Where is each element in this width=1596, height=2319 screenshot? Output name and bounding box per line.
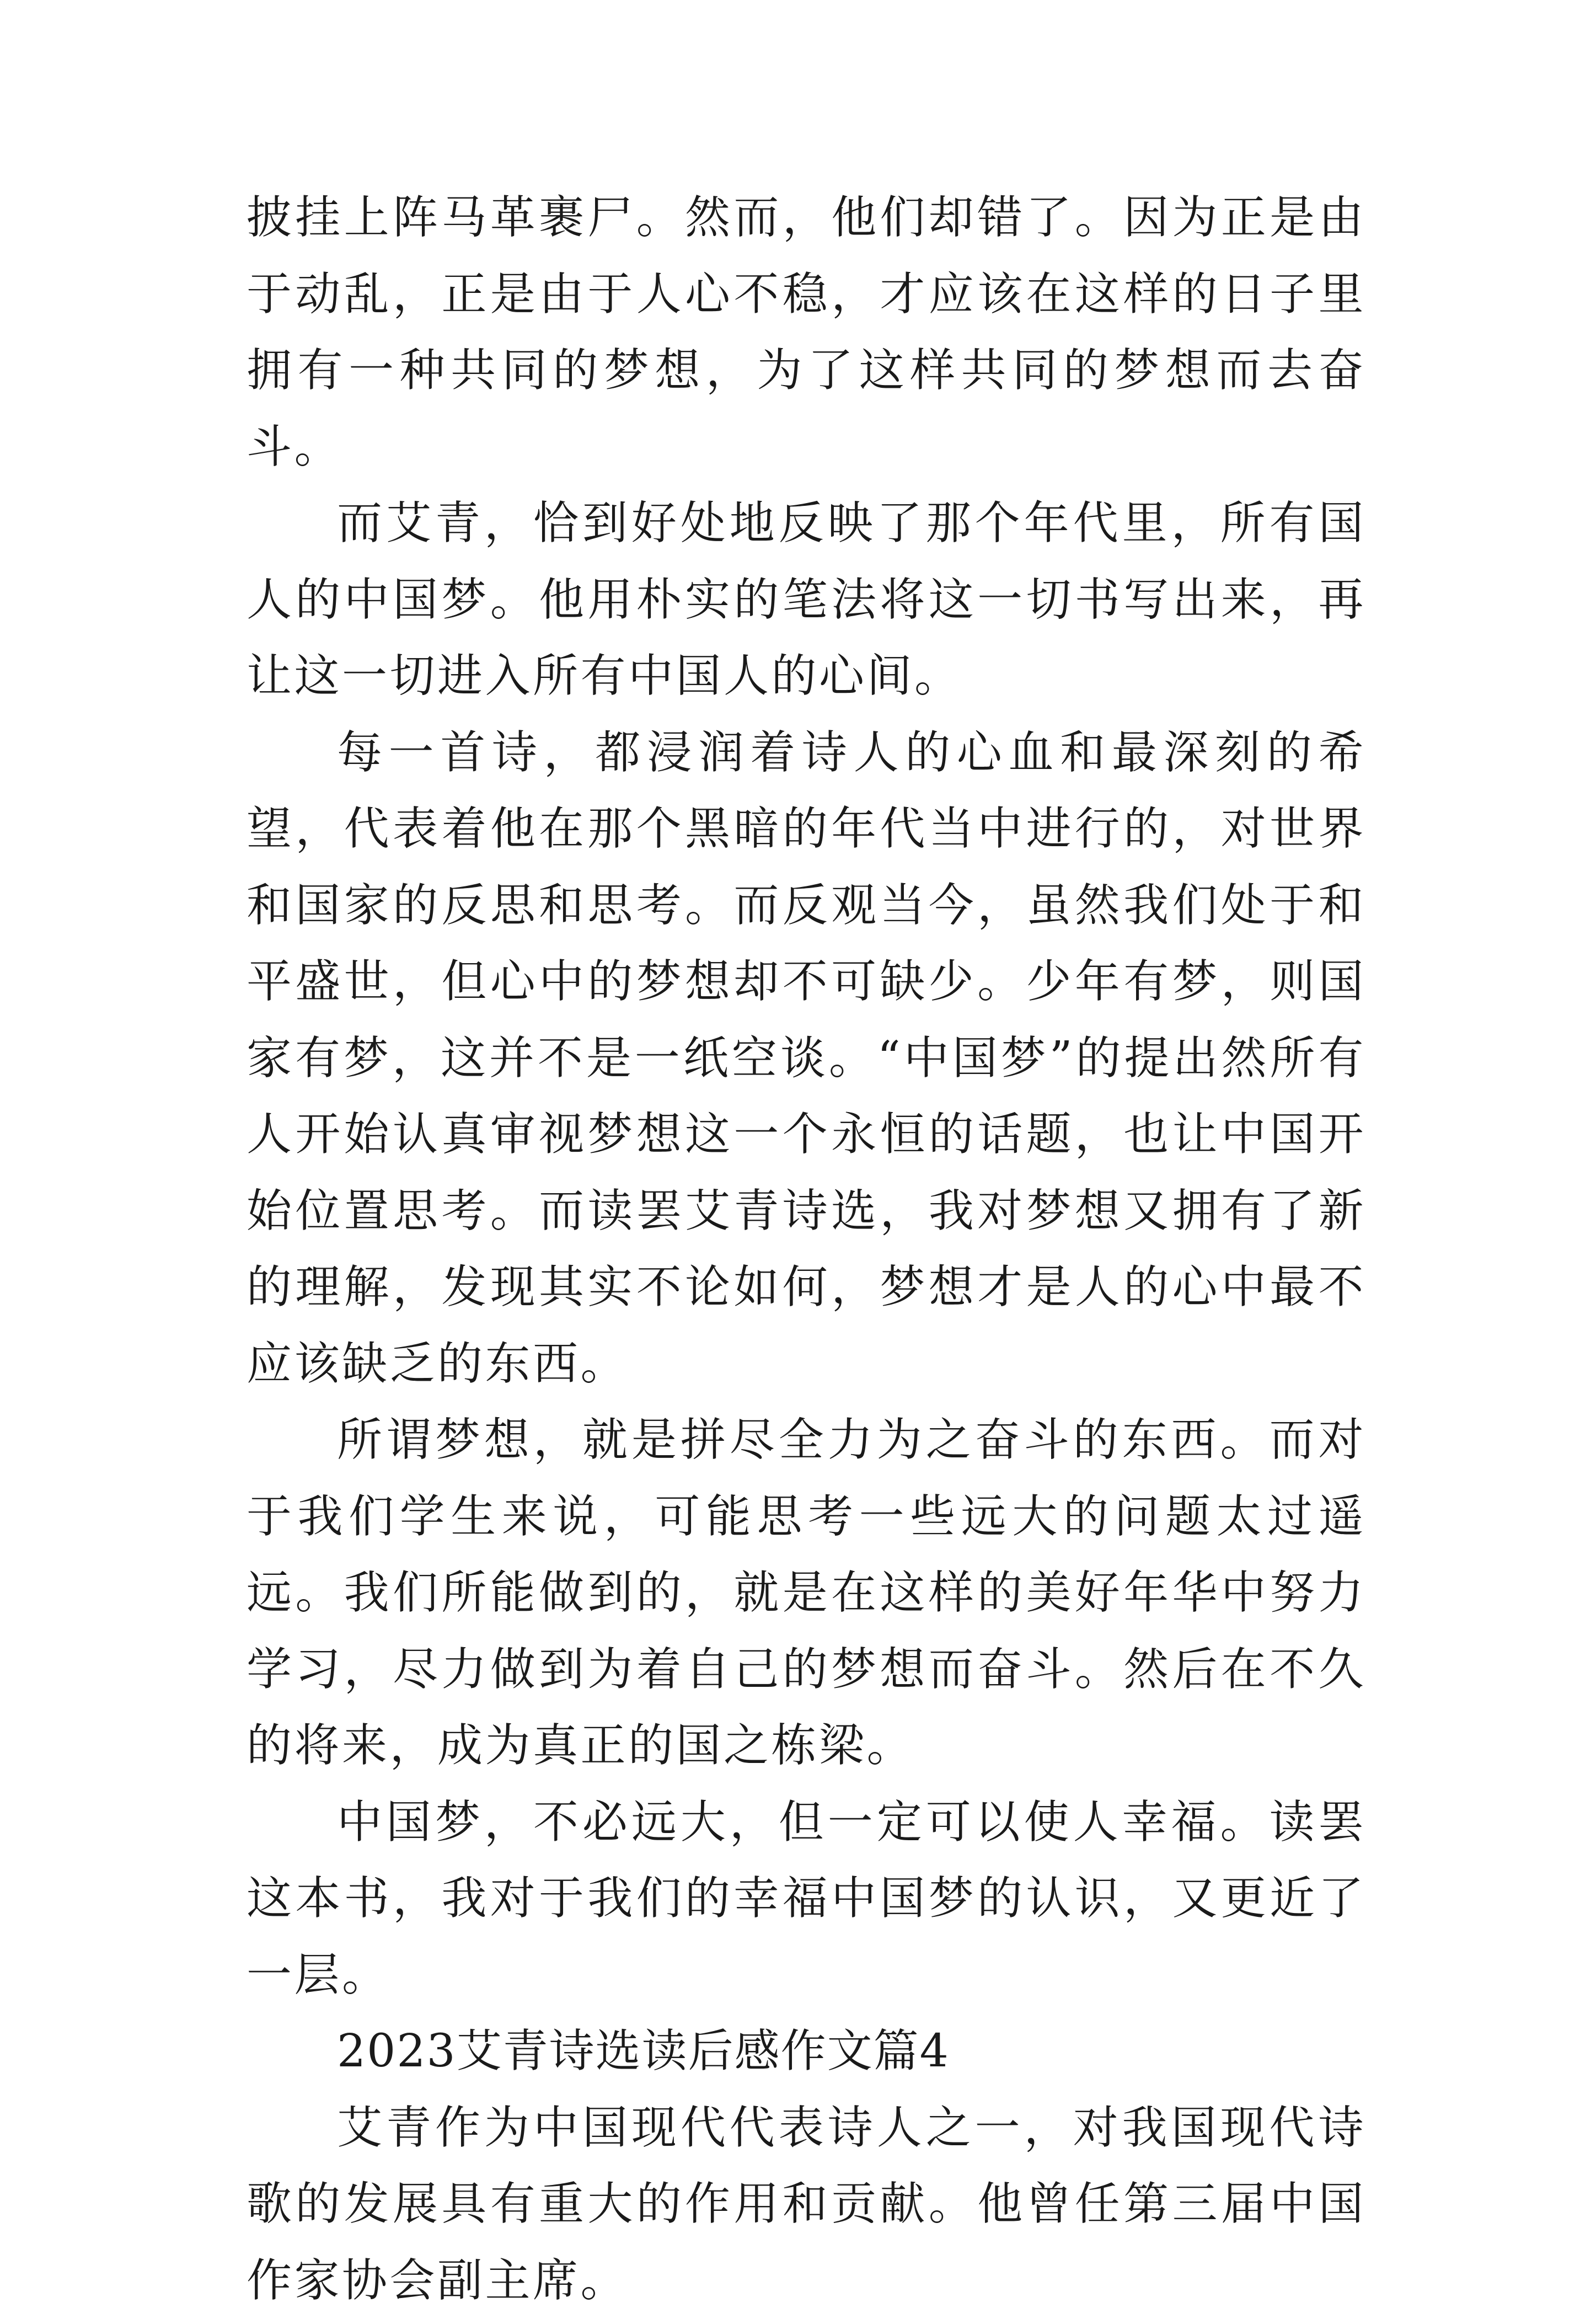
paragraph-1: 披挂上阵马革裹尸。然而，他们却错了。因为正是由于动乱，正是由于人心不稳，才应该在这样的日子里拥有一种共同的梦想，为了这样共同的梦想而去奋斗。 bbox=[247, 180, 1366, 485]
paragraph-3: 每一首诗，都浸润着诗人的心血和最深刻的希望，代表着他在那个黑暗的年代当中进行的，对世界和国家的反思和思考。而反观当今，虽然我们处于和平盛世，但心中的梦想却不可缺少。少年有梦，则国家有梦，这并不是一纸空谈。“中国梦”的提出然所有人开始认真审视梦想这一个永恒的话题，也让中国开始位置思考。而读罢艾青诗选，我对梦想又拥有了新的理解，发现其实不论如何，梦想才是人的心中最不应该缺乏的东西。 bbox=[247, 715, 1366, 1403]
section-heading: 2023艾青诗选读后感作文篇4 bbox=[247, 2013, 1366, 2090]
paragraph-2: 而艾青，恰到好处地反映了那个年代里，所有国人的中国梦。他用朴实的笔法将这一切书写出来，再让这一切进入所有中国人的心间。 bbox=[247, 485, 1366, 715]
document-body bbox=[247, 180, 1366, 2319]
paragraph-5: 中国梦，不必远大，但一定可以使人幸福。读罢这本书，我对于我们的幸福中国梦的认识，又更近了一层。 bbox=[247, 1784, 1366, 2014]
paragraph-4: 所谓梦想，就是拼尽全力为之奋斗的东西。而对于我们学生来说，可能思考一些远大的问题太过遥远。我们所能做到的，就是在这样的美好年华中努力学习，尽力做到为着自己的梦想而奋斗。然后在不久的将来，成为真正的国之栋梁。 bbox=[247, 1402, 1366, 1784]
paragraph-6: 艾青作为中国现代代表诗人之一，对我国现代诗歌的发展具有重大的作用和贡献。他曾任第三届中国作家协会副主席。 bbox=[247, 2090, 1366, 2319]
